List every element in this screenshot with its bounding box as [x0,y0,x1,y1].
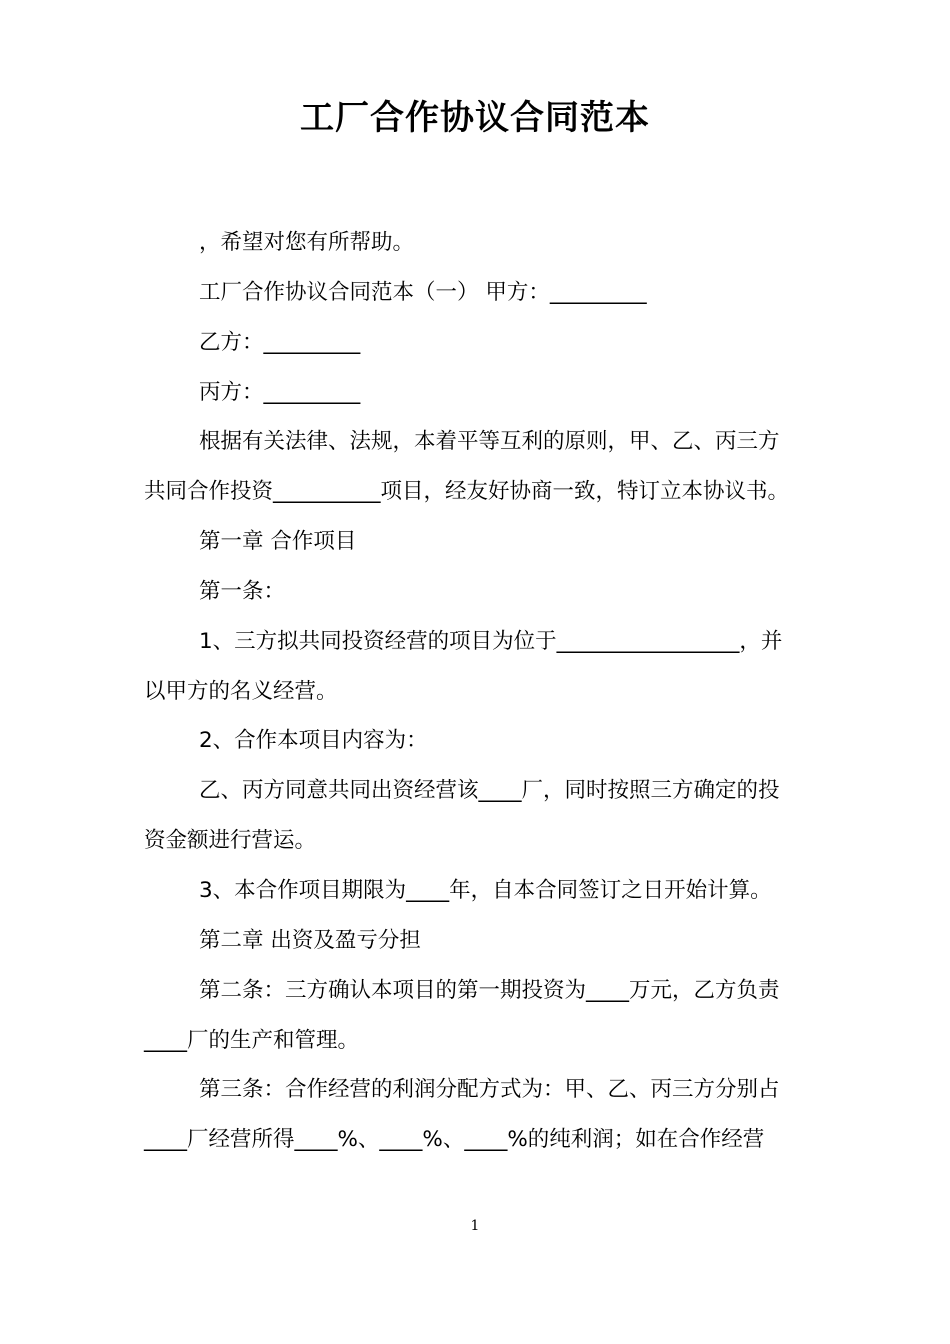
article-line: 第三条：合作经营的利润分配方式为：甲、乙、丙三方分别占 [199,1077,780,1103]
article-heading: 第一条： [199,578,286,604]
clause-line: 1、三方拟共同投资经营的项目为位于_________________，并 [199,628,783,654]
article-line: 第二条：三方确认本项目的第一期投资为____万元，乙方负责 [199,977,780,1003]
chapter-heading: 第二章 出资及盈亏分担 [199,927,421,953]
document-title: 工厂合作协议合同范本 [300,98,650,138]
page-number: 1 [470,1218,480,1234]
party-c-line: 丙方：_________ [199,379,361,405]
preamble-line-2: 共同合作投资__________项目，经友好协商一致，特订立本协议书。 [144,479,790,505]
clause-line: 资金额进行营运。 [144,828,317,854]
clause-line: 乙、丙方同意共同出资经营该____厂，同时按照三方确定的投 [199,778,780,804]
clause-line: 以甲方的名义经营。 [144,678,338,704]
party-b-line: 乙方：_________ [199,329,361,355]
preamble-line-1: 根据有关法律、法规，本着平等互利的原则，甲、乙、丙三方 [199,429,780,455]
article-line: ____厂的生产和管理。 [144,1027,360,1053]
clause-line: 2、合作本项目内容为： [199,728,428,754]
article-line: ____厂经营所得____%、____%、____%的纯利润；如在合作经营 [144,1127,765,1153]
intro-line: ，希望对您有所帮助。 [199,230,415,255]
party-a-line: 工厂合作协议合同范本（一） 甲方：_________ [199,279,647,305]
chapter-heading: 第一章 合作项目 [199,529,357,555]
document-body [144,218,814,1165]
clause-line: 3、本合作项目期限为____年，自本合同签订之日开始计算。 [199,877,772,903]
